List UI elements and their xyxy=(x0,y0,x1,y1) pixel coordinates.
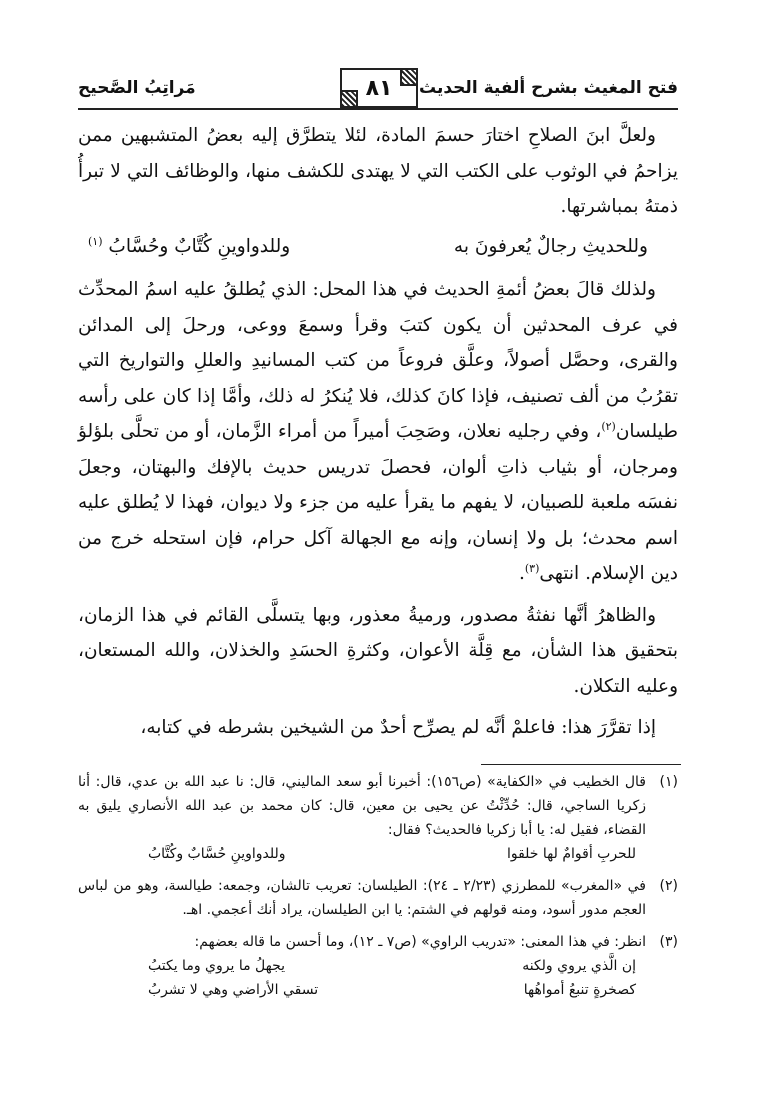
page-header xyxy=(78,68,678,112)
paragraph-4: إذا تقرَّرَ هذا: فاعلمْ أنَّه لم يصرِّح أحدٌ من الشيخين بشرطه في كتابه، xyxy=(140,717,656,738)
footnote-text: في «المغرب» للمطرزي (٢/٢٣ ـ ٢٤): الطيلسان: تعريب تالشان، وجمعه: طيالسة، وهو من لباس العجم مدور أسود، ومنه قولهم في الشتم: يا ابن الطيلسان، يراد أنك أعجمي. اهـ. xyxy=(78,878,646,918)
footnote-number: (١) xyxy=(659,774,678,790)
paragraph-1: ولعلَّ ابنَ الصلاحِ اختارَ حسمَ المادة، لئلا يتطرَّق إليه بعضُ المتشبهين ممن يزاحمُ في الوثوب على الكتب التي لا يهتدى للكشف منها، والوظائف التي لا تبرأُ ذمتهُ بمباشرتها. xyxy=(78,125,678,217)
footnote-text: انظر: في هذا المعنى: «تدريب الراوي» (ص٧ ـ ١٢)، وما أحسن ما قاله بعضهم: xyxy=(194,934,646,950)
footnote-ref-1: (١) xyxy=(88,234,103,248)
footnote-number: (٢) xyxy=(659,878,678,894)
footnote-verse: إن الَّذي يروي ولكنه يجهلُ ما يروي وما يكتبُ xyxy=(148,958,636,974)
header-rule xyxy=(78,108,678,110)
footnote-number: (٣) xyxy=(659,934,678,950)
verse-first-hemistich: وللحديثِ رجالٌ يُعرفونَ به xyxy=(453,235,648,257)
main-text xyxy=(78,118,678,746)
section-title: مَراتِبُ الصَّحيح xyxy=(78,78,196,98)
footnote-ref-3: (٣) xyxy=(524,561,540,575)
running-title: فتح المغيث بشرح ألفية الحديث xyxy=(418,78,678,98)
poem-verse xyxy=(78,229,678,265)
footnote-verse: للحربِ أقوامٌ لها خلقوا وللدواوينِ حُسَّابٌ وكُتَّابُ xyxy=(148,846,636,862)
footnote-1 xyxy=(78,770,678,866)
footnote-ref-2: (٢) xyxy=(601,419,616,433)
paragraph-2: ولذلك قالَ بعضُ أئمةِ الحديث في هذا المحل: الذي يُطلقُ عليه اسمُ المحدِّث في عرف المحدثين أن يكون كتبَ وقرأ وسمعَ ووعى، ورحلَ إلى المدائن والقرى، وحصَّل أصولاً، وعلَّق فروعاً من كتب المسانيدِ والعللِ والتواريخ التي تقرُبُ من ألف تصنيف، فإذا كانَ كذلك، فلا يُنكرُ له ذلك، وأمَّا إذا كان على رأسه طيلسان$^{(٢)}$، وفي رجليه نعلان، وصَحِبَ أميراً من أمراء الزَّمان، أو من تحلَّى بلؤلؤ ومرجان، أو بثياب ذاتِ ألوان، فحصلَ تدريس حديث بالإفك والبهتان، وجعلَ نفسَه ملعبة للصبيان، لا يفهم ما يقرأ عليه من جزء ولا ديوان، فهذا لا يُطلق عليه اسم محدث؛ بل ولا إنسان، وإنه مع الجهالة آكل حرام، فإن استحله خرج من دين الإسلام. انتهى$^{(٣)}$. xyxy=(78,279,678,584)
footnote-verse: كصخرةٍ تنبعُ أمواهُها تسقي الأراضي وهي لا تشربُ xyxy=(148,982,636,998)
paragraph-3: والظاهرُ أنَّها نفثةُ مصدور، ورميةُ معذور، وبها يتسلَّى القائم في هذا الزمان، بتحقيق هذا الشأن، مع قِلَّة الأعوان، وكثرةِ الحسَدِ والخذلان، والله المستعان، وعليه التكلان. xyxy=(78,604,678,697)
footnotes xyxy=(78,770,678,1010)
verse-second-hemistich: وللدواوينِ كُتَّابٌ وحُسَّابُ $^{(١)}$ xyxy=(88,234,291,257)
page-number: ٨١ xyxy=(340,68,418,108)
footnote-3 xyxy=(78,930,678,1002)
footnote-2 xyxy=(78,874,678,922)
footnote-text: قال الخطيب في «الكفاية» (ص١٥٦): أخبرنا أبو سعد الماليني، قال: نا عبد الله بن عدي، قال: أنا زكريا الساجي، قال: حُدِّثْتُ عن يحيى بن معين، قال: كان محمد بن عبد الله الأنصاري يليق به القضاء، فقيل له: يا أبا زكريا فالحديث؟ فقال: xyxy=(78,774,646,838)
footnote-separator xyxy=(481,764,681,765)
